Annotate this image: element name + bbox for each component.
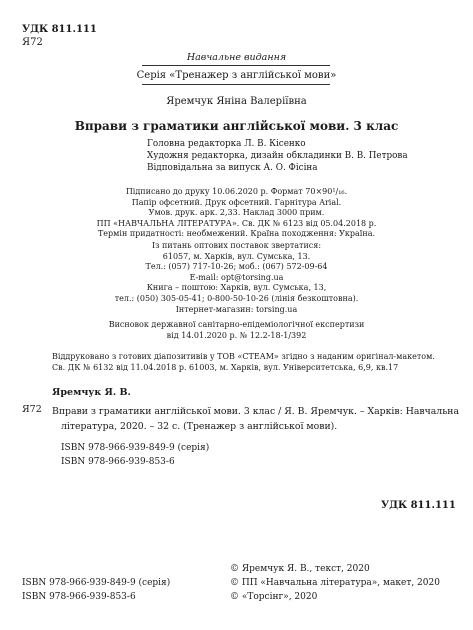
catalog-udk: УДК 811.111 [381,500,456,511]
copyright-text: © Яремчук Я. В., текст, 2020 [230,564,370,574]
print-info-line: Термін придатності: необмежений. Країна походження: Україна. [97,229,376,239]
contact-line: Книга – поштою: Харків, вул. Сумська, 13, [146,283,327,293]
series-name: Серія «Тренажер з англійської мови» [136,70,337,81]
author-sign-code: Я72 [22,37,43,48]
print-info-line: Папір офсетний. Друк офсетний. Гарнітура Arial. [131,197,342,207]
catalog-code: Я72 [22,404,42,415]
copyright-block [230,562,440,604]
divider-bottom [142,84,330,85]
contact-line: Тел.: (057) 717-10-26; моб.: (067) 572-09-64 [145,262,328,272]
contact-email: E-mail: opt@torsing.ua [189,272,284,282]
udk-code: УДК 811.111 [22,24,97,35]
series-type: Навчальне видання [186,52,287,63]
catalog-isbn [61,441,209,469]
credit-editor: Головна редакторка Л. В. Кісенко [147,139,306,149]
credit-responsible: Відповідальна за випуск А. О. Фісіна [147,163,318,173]
catalog-author: Яремчук Я. В. [52,387,131,398]
contact-line: 61057, м. Харків, вул. Сумська, 13. [162,251,311,261]
copyright-layout: © ПП «Навчальна література», макет, 2020 [230,578,440,588]
bottom-isbn [22,576,170,604]
catalog-isbn-series: ISBN 978-966-939-849-9 (серія) [61,443,210,453]
catalog-isbn-book: ISBN 978-966-939-853-6 [61,457,175,467]
contact-line: тел.: (050) 305-05-41; 0-800-50-10-26 (лінія безкоштовна). [114,293,359,303]
print-info [0,187,473,240]
isbn-series: ISBN 978-966-939-849-9 (серія) [22,578,171,588]
contacts [0,241,473,315]
expertise-line: від 14.01.2020 р. № 12.2-18-1/392 [166,330,307,340]
print-info-line: ПП «НАВЧАЛЬНА ЛІТЕРАТУРА». Св. ДК № 6123 від 05.04.2018 р. [96,218,377,228]
book-title: Вправи з граматики англійської мови. 3 клас [74,119,399,133]
catalog-entry-line: Вправи з граматики англійської мови. 3 клас / Я. В. Яремчук. – Харків: Навчальна [52,406,460,417]
contact-line: Із питань оптових поставок звертатися: [151,241,322,250]
catalog-entry [52,404,459,434]
catalog-entry-line: література, 2020. – 32 с. (Тренажер з англійської мови). [61,421,338,432]
divider-top [142,65,330,66]
author-name: Яремчук Яніна Валеріївна [166,96,307,107]
isbn-book: ISBN 978-966-939-853-6 [22,592,136,602]
expertise-line: Висновок державної санітарно-епідеміологічної експертизи [108,320,365,329]
printing-line: Св. ДК № 6132 від 11.04.2018 р. 61003, м. Харків, вул. Університетська, 6,9, кв.17 [52,362,399,372]
printing-info [52,352,435,373]
print-info-line: Умов. друк. арк. 2,33. Наклад 3000 прим. [148,208,325,218]
copyright-torsing: © «Торсінг», 2020 [230,592,318,602]
credit-art-editor: Художня редакторка, дизайн обкладинки В. В. Петрова [147,151,408,161]
printing-line: Віддруковано з готових діапозитивів у ТОВ «СТЕАМ» згідно з наданим оригінал-макетом. [52,352,435,361]
expertise [0,320,473,341]
print-info-line: Підписано до друку 10.06.2020 р. Формат 70×90¹/₁₆. [125,187,348,196]
contact-shop: Інтернет-магазин: torsing.ua [175,304,298,314]
credits [147,138,408,174]
